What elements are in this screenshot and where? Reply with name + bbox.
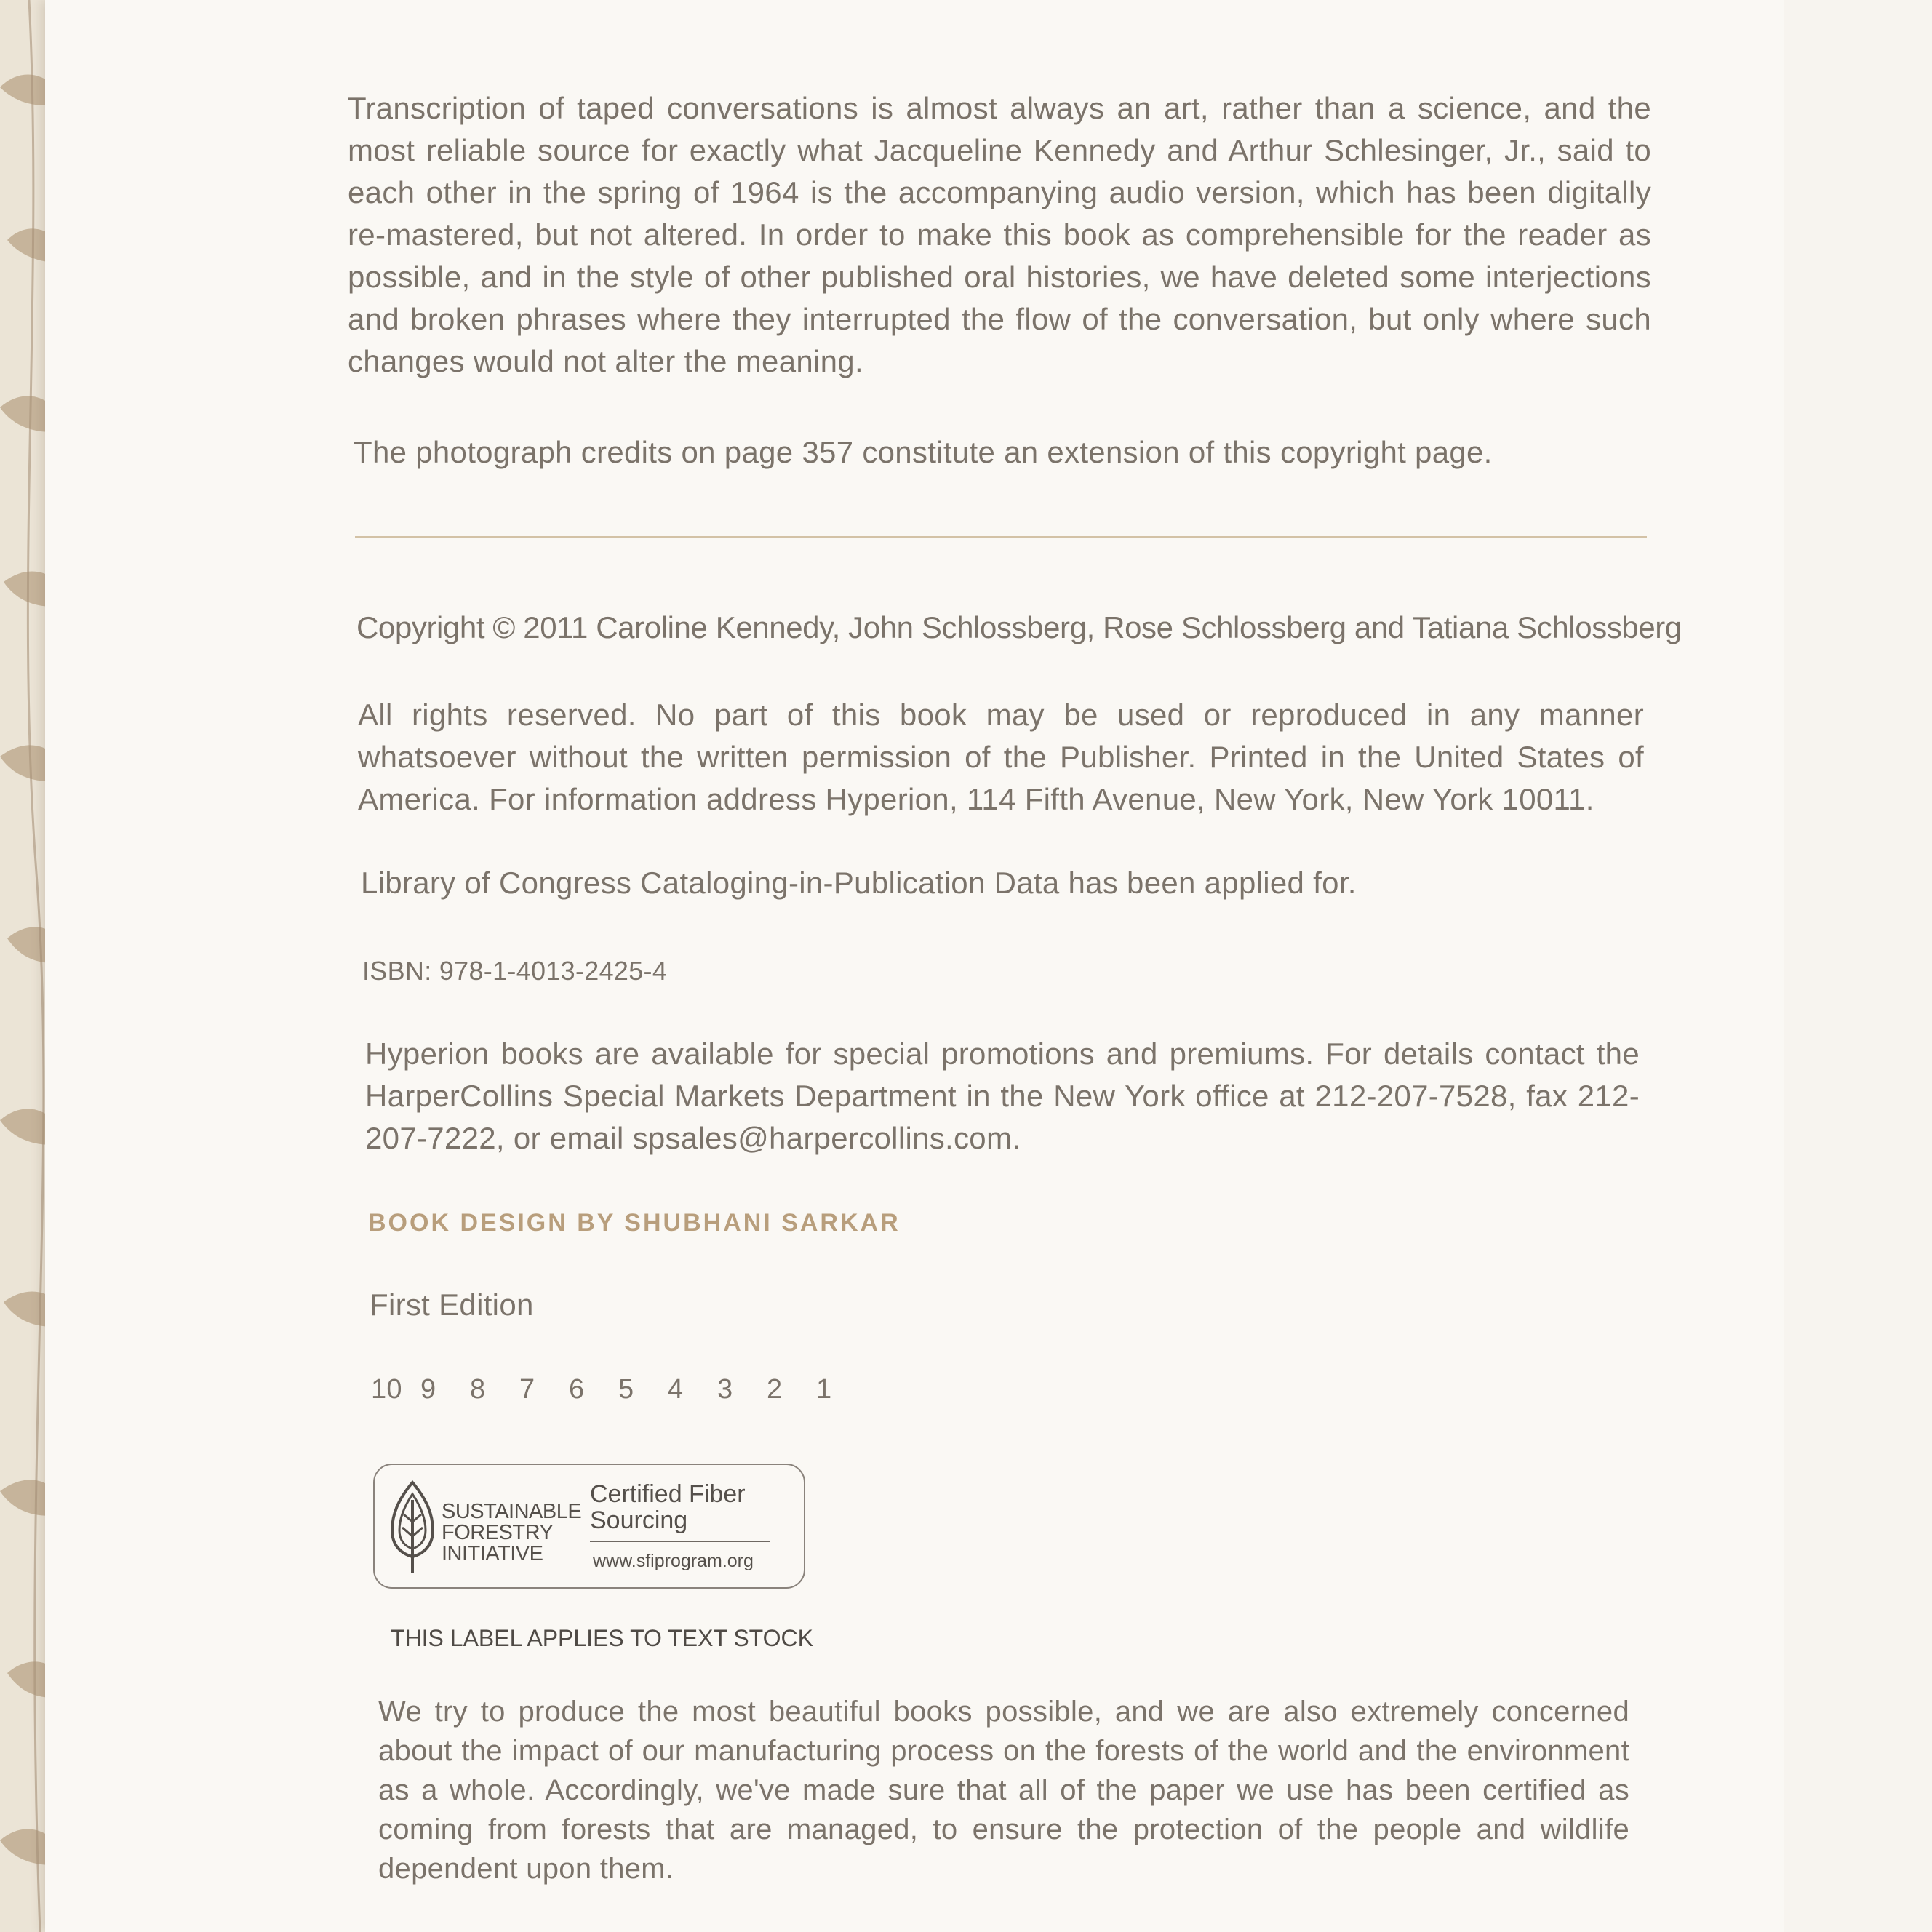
printing-number: 8 (470, 1374, 486, 1405)
sfi-divider (590, 1541, 770, 1542)
printing-number: 5 (618, 1374, 634, 1405)
book-design-credit: BOOK DESIGN BY SHUBHANI SARKAR (368, 1209, 901, 1237)
transcription-note: Transcription of taped conversations is almost always an art, rather than a science, and the most reliable source for exactly what Jacqueline Kennedy and Arthur Schlesinger, Jr., said to each other in the spring of 1964 is the accompanying audio version, which has been digitally re-mastered, but not altered. In order to make this book as comprehensible for the reader as possible, and in the style of other published oral histories, we have deleted some interjections and broken phrases where they interrupted the flow of the conversation, but only where such changes would not alter the meaning. (348, 91, 1651, 378)
rights-reserved-text: All rights reserved. No part of this book may be used or reproduced in any manner whatsoever without the written permission of the Publisher. Printed in the United States of America. For information address Hyperion, 114 Fifth Avenue, New York, New York 10011. (358, 698, 1644, 816)
printing-number: 6 (569, 1374, 585, 1405)
sfi-cert-line: Sourcing (590, 1506, 688, 1534)
printing-number: 3 (717, 1374, 733, 1405)
environment-statement: We try to produce the most beautiful books possible, and we are also extremely concerned about the impact of our manufacturing process on the forests of the world and the environment as a whole. Accordingly, we've made sure that all of the paper we use has been certified as coming from forests that are managed, to ensure the protection of the people and wildlife dependent upon them. (378, 1696, 1629, 1885)
printing-number: 2 (767, 1374, 783, 1405)
divider-rule (355, 536, 1647, 538)
sfi-organization-name (442, 1501, 587, 1565)
printing-number: 9 (420, 1374, 436, 1405)
edition-text: First Edition (370, 1288, 534, 1322)
photo-credits-note: The photograph credits on page 357 constitute an extension of this copyright page. (354, 435, 1493, 469)
printing-number: 10 (371, 1374, 402, 1405)
label-applies-note: THIS LABEL APPLIES TO TEXT STOCK (391, 1625, 813, 1651)
sfi-certification-type (590, 1481, 794, 1533)
printing-line (371, 1373, 1098, 1405)
copyright-line: Copyright © 2011 Caroline Kennedy, John Schlossberg, Rose Schlossberg and Tatiana Schlossberg (356, 610, 1682, 644)
printing-number: 4 (668, 1374, 684, 1405)
sfi-name-line: INITIATIVE (442, 1542, 543, 1565)
special-markets-text: Hyperion books are available for special promotions and premiums. For details contact the HarperCollins Special Markets Department in the New York office at 212-207-7528, fax 212-207-7222, or email spsales@harpercollins.com. (365, 1037, 1640, 1155)
printing-number: 1 (816, 1374, 832, 1405)
sfi-cert-line: Certified Fiber (590, 1480, 746, 1508)
printing-number: 7 (519, 1374, 535, 1405)
tree-leaf-icon (385, 1478, 440, 1577)
sfi-website: www.sfiprogram.org (593, 1551, 754, 1571)
library-of-congress-text: Library of Congress Cataloging-in-Publication Data has been applied for. (361, 866, 1357, 900)
sfi-name-line: SUSTAINABLE (442, 1500, 582, 1523)
sfi-name-line: FORESTRY (442, 1521, 554, 1544)
sfi-certification-label (373, 1464, 805, 1589)
background-right (1784, 0, 1932, 1932)
isbn-text: ISBN: 978-1-4013-2425-4 (362, 956, 668, 986)
